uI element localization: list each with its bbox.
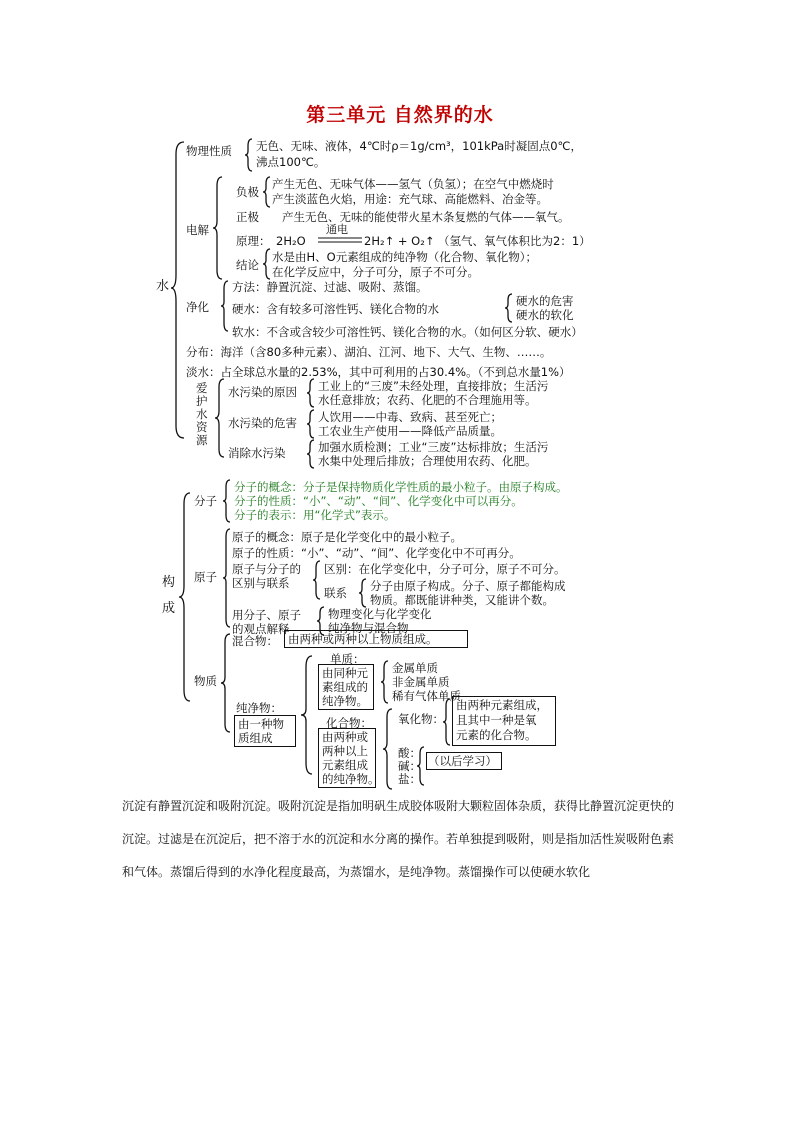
page-title: 第三单元 自然界的水 xyxy=(306,104,494,126)
cause-brace xyxy=(306,378,316,408)
atom-concept: 原子的概念：原子是化学变化中的最小粒子。 xyxy=(232,530,462,544)
element-type-noble-gas: 稀有气体单质 xyxy=(392,689,461,703)
molecule-nature: 分子的性质：“小”、“动”、“间”、化学变化中可以再分。 xyxy=(234,494,523,508)
pure-substance-label: 纯净物： xyxy=(236,701,282,715)
atom-nature: 原子的性质：“小”、“动”、“间”、化学变化中不可再分。 xyxy=(232,546,521,560)
pollution-remove-label: 消除水污染 xyxy=(228,446,286,460)
physical-line-1: 无色、无味、液体，4℃时ρ＝1g/cm³，101kPa时凝固点0℃， xyxy=(256,139,582,153)
oxide-brace xyxy=(442,698,452,746)
element-label: 单质： xyxy=(330,652,365,666)
purification-brace xyxy=(220,280,230,332)
compound-definition-line-3: 元素组成 xyxy=(322,758,368,772)
pollution-harm-line-1: 人饮用——中毒、致病、甚至死亡； xyxy=(318,410,502,424)
atom-molecule-link-line-1: 分子由原子构成。分子、原子都能构成 xyxy=(370,579,566,593)
physical-label: 物理性质 xyxy=(186,144,232,158)
molecule-brace xyxy=(222,479,232,523)
positive-text: 产生无色、无味的能使带火星木条复燃的气体——氧气。 xyxy=(282,210,570,224)
pollution-remove-line-2: 水集中处理后排放；合理使用农药、化肥。 xyxy=(318,454,537,468)
hard-water-hazard: 硬水的危害 xyxy=(516,294,574,308)
pollution-cause-line-1: 工业上的“三废”未经处理，直接排放；生活污 xyxy=(318,379,549,393)
explain-item-2: 纯净物与混合物 xyxy=(328,621,409,635)
remove-brace xyxy=(306,439,316,469)
principle-label: 原理： xyxy=(236,234,271,248)
explanation-paragraph: 沉淀有静置沉淀和吸附沉淀。吸附沉淀是指加明矾生成胶体吸附大颗粒固体杂质，获得比静置沉淀更快的沉淀。过滤是在沉淀后，把不溶于水的沉淀和水分离的操作。若单独提到吸附，则是指加活性炭吸附色素和气体。蒸馏后得到的水净化程度最高，为蒸馏水，是纯净物。蒸馏操作可以使硬水软化 xyxy=(122,799,675,879)
hard-water-def: 硬水：含有较多可溶性钙、镁化合物的水 xyxy=(232,302,439,316)
explain-line-2: 的观点解释 xyxy=(232,622,290,636)
element-definition-line-3: 纯净物。 xyxy=(322,694,368,708)
electrolysis-label: 电解 xyxy=(186,223,209,237)
composition-root-label: 构成 xyxy=(162,575,176,616)
pollution-remove-line-1: 加强水质检测；工业“三废”达标排放；生活污 xyxy=(318,440,549,454)
oxide-definition-line-1: 由两种元素组成， xyxy=(456,698,548,712)
hard-water-soften: 硬水的软化 xyxy=(516,308,574,322)
fresh-water: 淡水：占全球总水量的2.53%，其中可利用的占30.4%。（不到总水量1%） xyxy=(186,365,571,379)
explain-line-1: 用分子、原子 xyxy=(232,608,301,622)
later-study: （以后学习） xyxy=(428,754,497,768)
purification-label: 净化 xyxy=(186,300,209,314)
negative-electrode-label: 负极 xyxy=(236,185,259,199)
matter-brace xyxy=(220,633,232,733)
pure-definition-line-1: 由一种物 xyxy=(238,717,284,731)
oxide-definition-line-3: 元素的化合物。 xyxy=(456,728,537,742)
compound-definition-line-2: 两种以上 xyxy=(322,744,368,758)
element-brace xyxy=(380,660,390,704)
base-label: 碱： xyxy=(398,759,421,773)
oxide-definition-line-2: 且其中一种是氧 xyxy=(456,713,537,727)
negative-line-1: 产生无色、无味气体——氢气（负氢）；在空气中燃烧时 xyxy=(272,177,554,191)
electrolysis-brace xyxy=(212,176,224,280)
physical-line-2: 沸点100℃。 xyxy=(256,155,326,169)
principle-condition: 通电 xyxy=(326,223,348,236)
relation-brace xyxy=(312,560,322,600)
principle-reactant: 2H₂O xyxy=(276,234,306,248)
explain-item-1: 物理变化与化学变化 xyxy=(328,607,432,621)
atom-molecule-link-line-2: 物质。都既能讲种类，又能讲个数。 xyxy=(370,593,554,607)
conclusion-label: 结论 xyxy=(236,258,259,272)
compound-definition-line-1: 由两种或 xyxy=(322,730,368,744)
pollution-cause-label: 水污染的原因 xyxy=(228,385,297,399)
conclusion-line-2: 在化学反应中，分子可分，原子不可分。 xyxy=(272,265,479,279)
physical-brace xyxy=(244,138,254,172)
pure-brace xyxy=(300,655,314,775)
link-brace xyxy=(358,578,368,608)
hard-water-brace xyxy=(504,293,514,323)
positive-electrode-label: 正极 xyxy=(236,210,259,224)
element-type-metal: 金属单质 xyxy=(392,661,438,675)
element-type-nonmetal: 非金属单质 xyxy=(392,675,450,689)
concept-map xyxy=(152,130,682,790)
pollution-harm-label: 水污染的危害 xyxy=(228,416,297,430)
salt-label: 盐： xyxy=(398,772,421,786)
water-root-label: 水 xyxy=(156,279,170,294)
negative-brace xyxy=(262,176,272,208)
pollution-cause-line-2: 水任意排放；农药、化肥的不合理施用等。 xyxy=(318,393,537,407)
water-distribution: 分布：海洋（含80多种元素）、湖泊、江河、地下、大气、生物、……。 xyxy=(186,345,552,359)
matter-label: 物质 xyxy=(194,674,217,688)
atom-brace xyxy=(222,528,232,628)
conclusion-brace xyxy=(262,248,272,280)
molecule-concept: 分子的概念：分子是保持物质化学性质的最小粒子。由原子构成。 xyxy=(234,480,568,494)
oxide-label: 氧化物： xyxy=(398,712,444,726)
soft-water-def: 软水：不含或含较少可溶性钙、镁化合物的水。（如何区分软、硬水） xyxy=(232,325,583,339)
element-definition-line-1: 由同种元 xyxy=(322,666,368,680)
atom-molecule-link-label: 联系 xyxy=(324,586,347,600)
acid-label: 酸： xyxy=(398,746,421,760)
purification-methods: 方法：静置沉淀、过滤、吸附、蒸馏。 xyxy=(232,280,428,294)
principle-note: （氢气、氧气体积比为2：1） xyxy=(438,234,591,248)
atom-molecule-relation-line-2: 区别与联系 xyxy=(232,576,290,590)
protect-brace xyxy=(214,378,226,458)
principle-product: 2H₂↑ + O₂↑ xyxy=(364,234,435,248)
pure-definition-line-2: 质组成 xyxy=(238,731,273,745)
compound-definition-line-4: 的纯净物。 xyxy=(322,772,380,786)
protect-water-label: 爱护水资源 xyxy=(196,381,208,447)
atom-molecule-relation-line-1: 原子与分子的 xyxy=(232,562,301,576)
acid-base-salt-brace xyxy=(416,746,426,786)
mixture-definition: 由两种或两种以上物质组成。 xyxy=(288,632,438,646)
water-brace xyxy=(170,140,186,440)
molecule-label: 分子 xyxy=(194,494,217,508)
atom-molecule-difference: 区别：在化学变化中，分子可分，原子不可分。 xyxy=(324,562,566,576)
element-definition-line-2: 素组成的 xyxy=(322,680,368,694)
harm-brace xyxy=(306,409,316,439)
conclusion-line-1: 水是由H、O元素组成的纯净物（化合物、氧化物）； xyxy=(272,250,537,264)
negative-line-2: 产生淡蓝色火焰，用途：充气球、高能燃料、冶金等。 xyxy=(272,192,548,206)
reaction-double-line xyxy=(318,236,362,244)
atom-label: 原子 xyxy=(194,570,217,584)
compound-label: 化合物： xyxy=(326,716,372,730)
composition-brace xyxy=(178,492,192,702)
pollution-harm-line-2: 工农业生产使用——降低产品质量。 xyxy=(318,424,502,438)
mixture-label: 混合物： xyxy=(232,634,278,648)
molecule-notation: 分子的表示：用“化学式”表示。 xyxy=(234,508,396,522)
compound-brace xyxy=(382,708,394,790)
